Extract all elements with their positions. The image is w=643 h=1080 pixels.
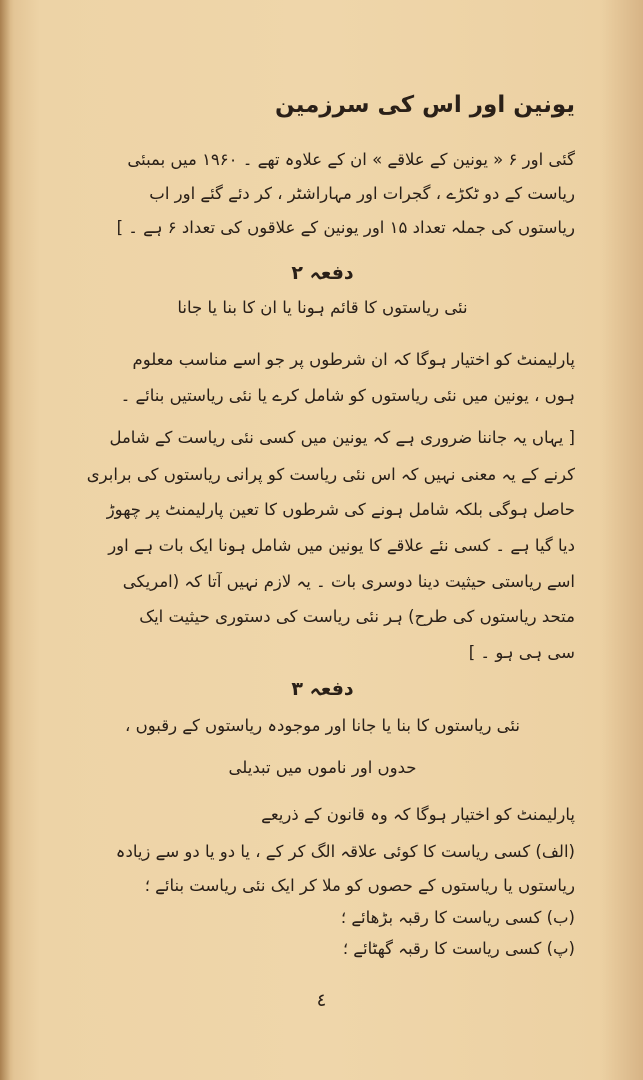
page-number: ٤ (316, 990, 327, 1011)
article-2-heading: دفعہ ۲ (291, 262, 354, 284)
article-2-note-line: [ یہاں یہ جاننا ضروری ہے کہ یونین میں کسی نئی ریاست کے شامل (109, 428, 575, 447)
article-3-heading: دفعہ ۳ (291, 678, 354, 700)
article-2-note-line: دیا گیا ہے ۔ کسی نئے علاقے کا یونین میں شامل ہونا ایک بات ہے اور (108, 536, 575, 555)
article-3-title-line: حدوں اور ناموں میں تبدیلی (228, 758, 417, 777)
article-2-paragraph-line: ہوں ، یونین میں نئی ریاستوں کو شامل کرے یا نئی ریاستیں بنائے ۔ (120, 386, 575, 405)
article-2-paragraph-line: پارلیمنٹ کو اختیار ہوگا کہ ان شرطوں پر جو اسے مناسب معلوم (132, 350, 575, 369)
article-2-note-line: کرنے کے یہ معنی نہیں کہ اس نئی ریاست کو پرانی ریاستوں کی برابری (86, 465, 575, 484)
running-head: یونین اور اس کی سرزمین (275, 92, 575, 118)
article-2-note-line: اسے ریاستی حیثیت دینا دوسری بات ۔ یہ لازم نہیں آتا کہ (امریکی (122, 572, 575, 591)
article-3-item-line: (پ) کسی ریاست کا رقبہ گھٹائے ؛ (342, 939, 575, 958)
intro-line: ریاست کے دو ٹکڑے ، گجرات اور مہاراشٹر ، کر دئے گئے اور اب (149, 184, 575, 203)
article-2-note-line: سی ہی ہو ۔ ] (468, 643, 575, 662)
article-3-title-line: نئی ریاستوں کا بنا یا جانا اور موجودہ ریاستوں کے رقبوں ، (125, 716, 520, 735)
intro-line: گئی اور ۶ « یونین کے علاقے » ان کے علاوہ تھے ۔ ۱۹۶۰ میں بمبئی (127, 150, 575, 169)
article-2-title: نئی ریاستوں کا قائم ہونا یا ان کا بنا یا جانا (177, 298, 468, 317)
article-3-item-line: (ب) کسی ریاست کا رقبہ بڑھائے ؛ (340, 908, 575, 927)
article-2-note-line: حاصل ہوگی بلکہ شامل ہونے کی شرطوں کا تعین پارلیمنٹ پر چھوڑ (106, 500, 575, 519)
article-3-item-line: ریاستوں یا ریاستوں کے حصوں کو ملا کر ایک نئی ریاست بنائے ؛ (144, 876, 575, 895)
article-2-note-line: متحد ریاستوں کی طرح) ہر نئی ریاست کی دستوری حیثیت ایک (139, 607, 575, 626)
book-spine-shadow (0, 0, 10, 1080)
article-3-intro: پارلیمنٹ کو اختیار ہوگا کہ وہ قانون کے ذریعے (261, 805, 575, 824)
intro-line: ریاستوں کی جملہ تعداد ۱۵ اور یونین کے علاقوں کی تعداد ۶ ہے ۔ ] (116, 218, 575, 237)
article-3-item-line: (الف) کسی ریاست کا کوئی علاقہ الگ کر کے ، یا دو یا دو سے زیادہ (115, 842, 575, 861)
